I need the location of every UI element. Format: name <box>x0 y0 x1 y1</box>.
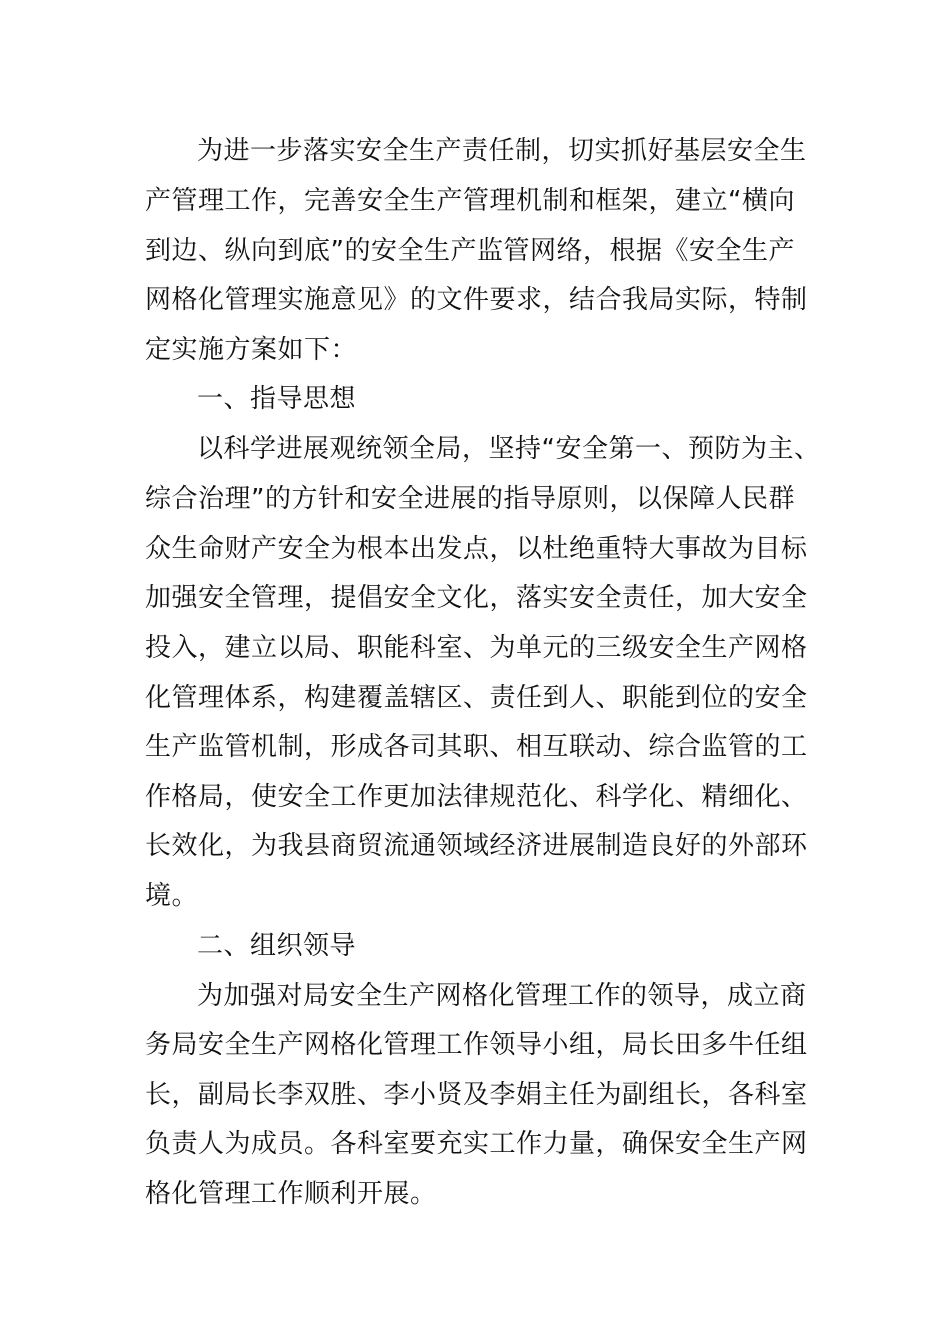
intro-line-4: 网格化管理实施意见》的文件要求，结合我局实际，特制 <box>145 285 808 315</box>
section1-heading: 一、指导思想 <box>197 384 357 414</box>
section2-line-3: 长，副局长李双胜、李小贤及李娟主任为副组长，各科室 <box>145 1080 808 1110</box>
section2-heading: 二、组织领导 <box>197 931 357 961</box>
section1-line-2: 综合治理”的方针和安全进展的指导原则，以保障人民群 <box>145 484 795 514</box>
intro-line-1: 为进一步落实安全生产责任制，切实抓好基层安全生 <box>197 136 807 166</box>
section1-line-7: 生产监管机制，形成各司其职、相互联动、综合监管的工 <box>145 732 808 762</box>
section2-line-5: 格化管理工作顺利开展。 <box>145 1179 437 1209</box>
intro-line-3: 到边、纵向到底”的安全生产监管网络，根据《安全生产 <box>145 236 795 266</box>
section1-line-10: 境。 <box>145 881 199 911</box>
intro-line-5: 定实施方案如下： <box>145 335 358 365</box>
section1-line-4: 加强安全管理，提倡安全文化，落实安全责任，加大安全 <box>145 583 808 613</box>
section1-line-5: 投入，建立以局、职能科室、为单元的三级安全生产网格 <box>145 633 808 663</box>
intro-line-2: 产管理工作，完善安全生产管理机制和框架，建立“横向 <box>145 186 795 216</box>
section1-line-8: 作格局，使安全工作更加法律规范化、科学化、精细化、 <box>145 782 808 812</box>
section2-line-1: 为加强对局安全生产网格化管理工作的领导，成立商 <box>197 981 807 1011</box>
section1-line-3: 众生命财产安全为根本出发点，以杜绝重特大事故为目标 <box>145 534 808 564</box>
section2-line-4: 负责人为成员。各科室要充实工作力量，确保安全生产网 <box>145 1129 808 1159</box>
section1-line-1: 以科学进展观统领全局，坚持“安全第一、预防为主、 <box>197 434 821 464</box>
section1-line-9: 长效化，为我县商贸流通领域经济进展制造良好的外部环 <box>145 831 808 861</box>
section2-line-2: 务局安全生产网格化管理工作领导小组，局长田多牛任组 <box>145 1030 808 1060</box>
section1-line-6: 化管理体系，构建覆盖辖区、责任到人、职能到位的安全 <box>145 683 808 713</box>
